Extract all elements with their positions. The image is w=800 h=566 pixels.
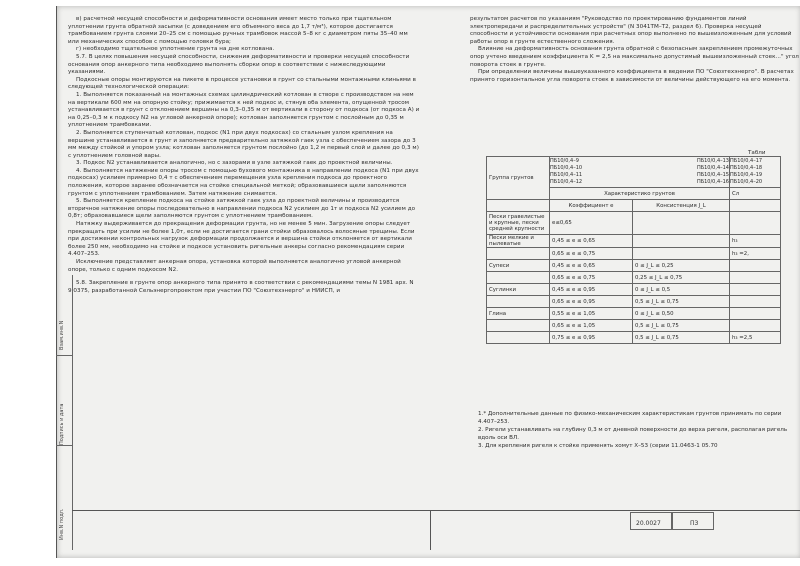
left-text-column: [68, 16, 420, 295]
paragraph: 5.7. В целях повышения несущей способности, снижения деформативности и проверки несущей способности основания опор анкерного типа необходимо выполнять сборки опор в соответствии с нижеследующими указаниями.: [68, 53, 410, 76]
paragraph: результатом расчетов по указаниям "Руководство по проектированию фундаментов линий электропередачи и распределительных устройств" (N 3041ТМ–Т2, раздел 6). Проверка несущей способности и устойчивости основания при расчетных опор выполнено по вышеизложенным для условий работы опор в грунте естественного сложения.: [470, 16, 792, 45]
coef-value: 0,55 ≤ е ≤ 1,05: [550, 308, 633, 320]
group-header: Группа грунтов: [487, 157, 550, 200]
soil-name: Суглинки: [487, 284, 550, 296]
soil-name: [487, 296, 550, 308]
right-text-column: [470, 16, 800, 84]
notes-block: [478, 411, 800, 452]
consist-value: 0,25 ≤ J_L ≤ 0,75: [633, 272, 730, 284]
paragraph: Подкосные опоры монтируются на пикете в процессе установки в грунт со стальными монтажными клиньями в следующей технологической операции:: [68, 76, 416, 91]
frame-line: [430, 510, 431, 550]
page-mark: ПЗ: [690, 520, 699, 527]
coef-value: 0,45 ≤ е ≤ 0,65: [550, 235, 633, 248]
right-mark: h₃ =2,: [730, 248, 781, 260]
right-mark: h₃: [730, 235, 781, 248]
consist-value: 0 ≤ J_L ≤ 0,50: [633, 308, 730, 320]
stamp-label: Взам.инв.N: [59, 320, 65, 350]
note: 2. Ригели устанавливать на глубину 0,3 м от дневной поверхности до верха ригеля, располагая ригель вдоль оси ВЛ.: [478, 427, 788, 441]
consist-value: 0,5 ≤ J_L ≤ 0,75: [633, 332, 730, 344]
group-codes-2: ПБ10/0,4–13 ПБ10/0,4–14 ПБ10/0,4–15 ПБ10/0,4–16: [696, 158, 729, 185]
frame-line: [72, 510, 800, 511]
char-header: Характеристико грунтов: [550, 188, 730, 200]
consist-value: 0 ≤ J_L ≤ 0,5: [633, 284, 730, 296]
coef-value: 0,65 ≤ е ≤ 1,05: [550, 320, 633, 332]
soil-name: [487, 332, 550, 344]
paragraph: Натяжку выдерживается до прекращения деформации грунта, но не менее 5 мин. Загрузение опоры следует прекращать при усилии не более 1,0т, если не достигается грани стойки образовалось волосяные трещины. Если при достижении контрольных нагрузок деформации продолжается и вершина стойки отклоняется от вертикали более 250 мм, необходимо на стойке и подкосе установить ригельные анкеры согласно рекомендациям серии 4.407–253.: [68, 221, 415, 258]
soil-name: [487, 320, 550, 332]
paragraph: 1. Выполняется показанный на монтажных схемах цилиндрический котлован в створе с производством на нем на вертикали 600 мм на опорную стойку; прижимается к ней подкос и, стянув оба элемента, опущенной тросом устанавливается в грунт с отклонением вершины на 0,3–0,35 м от вертикали в сторону от подкоса (от подкоса А) и на 0,25–0,3 м к подкосу N2 на угловой анкерной опоре); котлован заполняется грунтом с послойным до 0,35 м уплотнением трамбовками.: [68, 91, 420, 129]
soil-name: Глина: [487, 308, 550, 320]
coef-value: 0,65 ≤ е ≤ 0,75: [550, 272, 633, 284]
paragraph: Исключение представляет анкерная опора, установка которой выполняется аналогично угловой анкерной опоре, только с одним подкосом N2.: [68, 259, 401, 273]
group-codes-1: ПБ10/0,4–9 ПБ10/0,4–10 ПБ10/0,4–11 ПБ10/0,4–12: [550, 158, 583, 185]
stamp-label: Инв.N подл.: [59, 508, 65, 540]
soil-name: [487, 248, 550, 260]
consist-value: 0,5 ≤ J_L ≤ 0,75: [633, 320, 730, 332]
paragraph: 4. Выполняется натяжение опоры тросом с помощью бухового монтажника в направлении подкоса (N1 при двух подкосах) усилием примерно 0,4 т с обеспечением перемещения узла крепления подкоса до проектного положения, которое заранее обозначается на стойке специальной меткой; образовавшиеся щели заполняются грунтом с уплотнением трамбованием. Затем натяжение снимается.: [68, 167, 419, 197]
consist-header: Консистенция J_L: [633, 200, 730, 212]
soil-table: [486, 156, 781, 344]
soil-name: [487, 272, 550, 284]
paragraph: 3. Подкос N2 устанавливается аналогично, но с зазорами в узле затяжкой гаек до проектной величины.: [76, 160, 393, 167]
consist-value: [633, 235, 730, 248]
coef-value: е≤0,65: [550, 212, 633, 235]
right-mark: h₃ =2,5: [730, 332, 781, 344]
consist-value: 0 ≤ J_L ≤ 0,25: [633, 260, 730, 272]
coef-value: 0,45 ≤ е ≤ 0,65: [550, 260, 633, 272]
coef-value: 0,65 ≤ е ≤ 0,95: [550, 296, 633, 308]
paragraph: При определении величины вышеуказанного коэффициента в ведении ПО "Союзтехэнерго". В расчетах принято горизонтальное угла поворота стоек в зависимости от величины действующего на его момента.: [470, 69, 794, 83]
note: 1.* Дополнительные данные по физико-механическим характеристикам грунтов принимать по серии 4.407–253.: [478, 411, 782, 425]
right-mark: Сл: [730, 188, 781, 200]
note: 3. Для крепления ригеля к стойке применять хомут Х–53 (серии 11.0463-1 05.70: [478, 443, 718, 450]
paragraph: 2. Выполняется ступенчатый котлован, подкос (N1 при двух подкосах) со стальным узлом крепления на вершине устанавливается в грунт и заполняется предварительно затяжкой гаек узла с обеспечением зазора до 3 мм между стойкой и упором узла; котлован заполняется грунтом послойно (до 1,2 м первый слой и далее до 0,3 м) с уплотнением головной вары.: [68, 129, 419, 159]
paragraph: 5. Выполняется крепление подкоса на стойке затяжкой гаек узла до проектной величины и производится вторичное натяжение опоры последовательно в направлении подкоса N2 усилием до 1т и подкоса N2 усилием до 0,8т; образовавшиеся щели заполняются грунтом с уплотнением трамбованием.: [68, 198, 416, 220]
stamp-label: Подпись и дата: [59, 403, 65, 445]
soil-name: Супеси: [487, 260, 550, 272]
paragraph: Влияние на деформативность основания грунта обратной с безопасным закреплением промежуточных опор учтено введением коэффициента K = 2,5 на максимально допустимый вышеизложенный стоек..." угол поворота стоек в грунте.: [470, 46, 799, 68]
table-label: Табли: [748, 150, 766, 156]
paragraph: г) необходимо тщательное уплотнение грунта на дне котлована.: [76, 46, 275, 53]
soil-name: Пески гравелистые и крупные, пески средней крупности: [487, 212, 550, 235]
coef-value: 0,75 ≤ е ≤ 0,95: [550, 332, 633, 344]
consist-value: [633, 212, 730, 235]
document-code: 20.0027: [636, 520, 661, 527]
coef-value: 0,65 ≤ е ≤ 0,75: [550, 248, 633, 260]
soil-name: Пески мелкие и пылеватые: [487, 235, 550, 248]
consist-value: [633, 248, 730, 260]
coef-header: Коэффициент е: [550, 200, 633, 212]
group-codes-3: ПБ10/0,4–17 ПБ10/0,4–18 ПБ10/0,4–19 ПБ10/0,4–20: [730, 157, 781, 188]
group-codes-cell: [550, 157, 730, 188]
coef-value: 0,45 ≤ е ≤ 0,95: [550, 284, 633, 296]
consist-value: 0,5 ≤ J_L ≤ 0,75: [633, 296, 730, 308]
paragraph: 5.8. Закрепление в грунте опор анкерного типа принято в соответствии с рекомендациями темы N 1981 арх. N 9.0375, разработанной Сельэнергопроектом при участии ПО "Союзтехэнерго" и НИИСП, и: [68, 280, 414, 294]
paragraph: в) расчетной несущей способности и деформативности основания имеет место только при тщательном уплотнении грунта обратной засыпки (с доведением его объемного веса до 1,7 т/м³), которое достигается трамбованием грунта слоями 20–25 см с помощью ручных трамбовок массой 5–8 кг с диаметром пяты 35–40 мм или механических способов с помощью головки бура;: [68, 16, 408, 45]
